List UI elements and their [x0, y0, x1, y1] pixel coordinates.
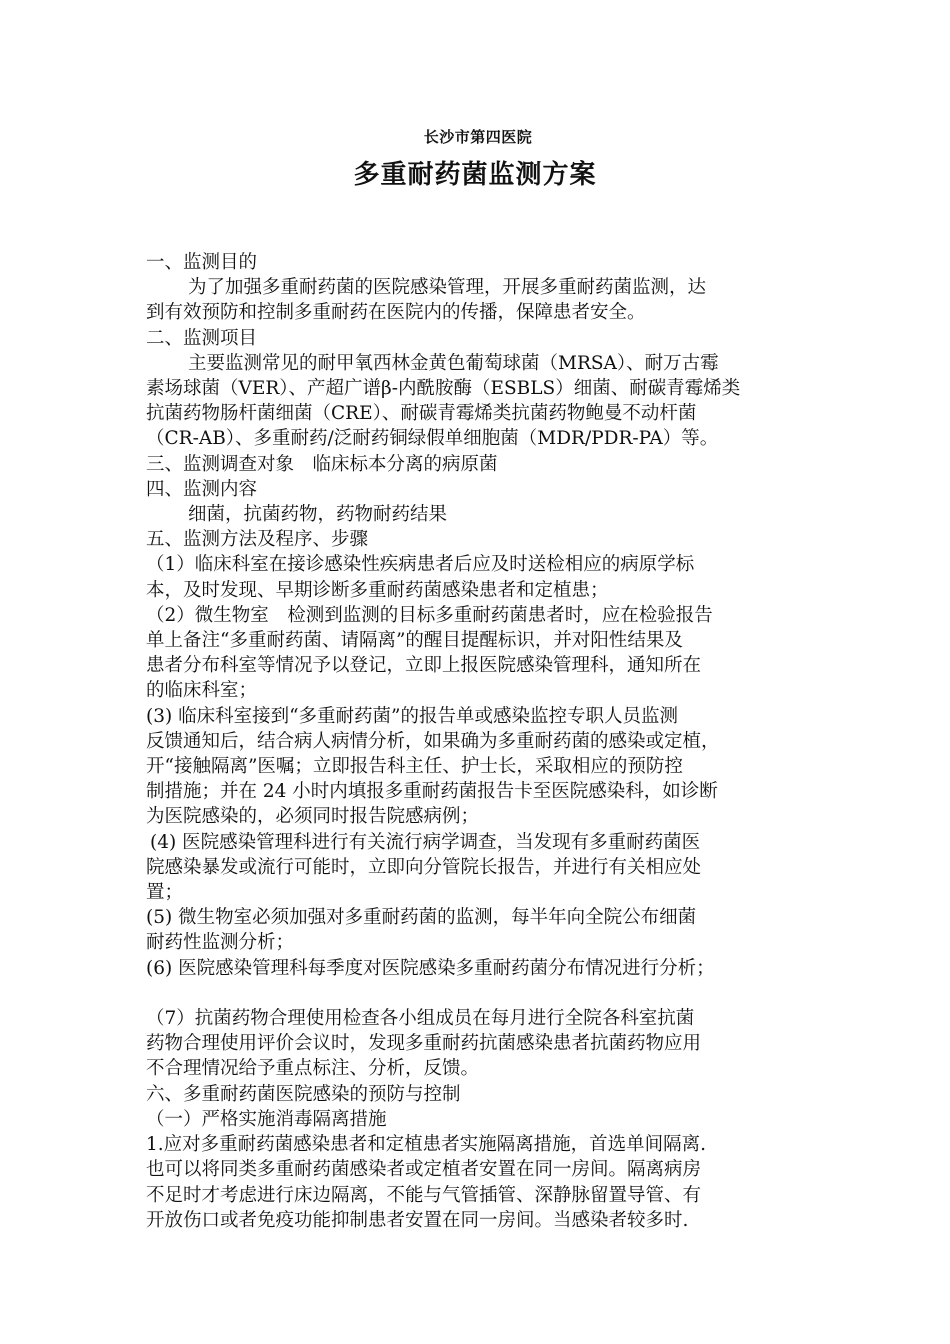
paragraph-line: （CR-AB）、多重耐药/泛耐药铜绿假单细胞菌（MDR/PDR-PA）等。: [146, 428, 719, 450]
paragraph-line: 开放伤口或者免疫功能抑制患者安置在同一房间。当感染者较多时.: [146, 1209, 689, 1231]
list-item-line: (6) 医院感染管理科每季度对医院感染多重耐药菌分布情况进行分析；: [146, 957, 715, 979]
list-item-line: 制措施；并在 24 小时内填报多重耐药菌报告卡至医院感染科，如诊断: [146, 781, 718, 803]
section-heading: 五、监测方法及程序、步骤: [146, 529, 369, 551]
blank-line: [146, 981, 814, 1006]
list-item-line: （2）微生物室 检测到监测的目标多重耐药菌患者时，应在检验报告: [146, 604, 713, 626]
paragraph-line: 1.应对多重耐药菌感染患者和定植患者实施隔离措施，首选单间隔离.: [146, 1134, 707, 1156]
list-item-line: 开“接触隔离”医嘱；立即报告科主任、护士长，采取相应的预防控: [146, 756, 683, 778]
list-item-line: 院感染暴发或流行可能时，立即向分管院长报告，并进行有关相应处: [146, 856, 702, 878]
section-heading: 四、监测内容: [146, 478, 258, 500]
list-item-line: 耐药性监测分析；: [146, 932, 295, 954]
paragraph-line: 也可以将同类多重耐药菌感染者或定植者安置在同一房间。隔离病房: [146, 1159, 702, 1181]
section-heading: 一、监测目的: [146, 252, 258, 273]
section-heading: 三、监测调查对象 临床标本分离的病原菌: [146, 453, 498, 475]
section-heading: 二、监测项目: [146, 327, 258, 349]
document-title: 多重耐药菌监测方案: [353, 160, 597, 190]
list-item-line: 置；: [146, 882, 184, 904]
list-item-line: （7）抗菌药物合理使用检查各小组成员在每月进行全院各科室抗菌: [146, 1008, 695, 1030]
paragraph-line: 抗菌药物肠杆菌细菌（CRE）、耐碳青霉烯类抗菌药物鲍曼不动杆菌: [146, 403, 697, 425]
list-item-line: 的临床科室；: [146, 680, 258, 702]
paragraph-line: 为了加强多重耐药菌的医院感染管理，开展多重耐药菌监测，达: [188, 277, 707, 299]
list-item-line: （1）临床科室在接诊感染性疾病患者后应及时送检相应的病原学标: [146, 554, 695, 576]
paragraph-line: 素场球菌（VER）、产超广谱β-内酰胺酶（ESBLS）细菌、耐碳青霉烯类: [146, 378, 741, 400]
paragraph-line: 主要监测常见的耐甲氧西林金黄色葡萄球菌（MRSA）、耐万古霉: [188, 352, 719, 374]
hospital-name: 长沙市第四医院: [423, 128, 533, 146]
paragraph-line: 细菌，抗菌药物，药物耐药结果: [188, 504, 448, 526]
paragraph-line: 到有效预防和控制多重耐药在医院内的传播，保障患者安全。: [146, 302, 646, 324]
subsection-heading: （一）严格实施消毒隔离措施: [146, 1108, 387, 1130]
list-item-line: (3) 临床科室接到“多重耐药菌”的报告单或感染监控专职人员监测: [146, 705, 679, 727]
list-item-line: 本，及时发现、早期诊断多重耐药菌感染患者和定植患；: [146, 579, 609, 601]
paragraph-line: 不足时才考虑进行床边隔离，不能与气管插管、深静脉留置导管、有: [146, 1184, 702, 1206]
section-heading: 六、多重耐药菌医院感染的预防与控制: [146, 1083, 461, 1105]
list-item-line: 单上备注“多重耐药菌、请隔离”的醒目提醒标识，并对阳性结果及: [146, 630, 683, 652]
list-item-line: 反馈通知后，结合病人病情分析，如果确为多重耐药菌的感染或定植，: [146, 730, 720, 752]
list-item-line: 不合理情况给予重点标注、分析，反馈。: [146, 1058, 480, 1080]
list-item-line: 为医院感染的，必须同时报告院感病例；: [146, 806, 480, 828]
list-item-line: (5) 微生物室必须加强对多重耐药菌的监测，每半年向全院公布细菌: [146, 907, 697, 929]
list-item-line: 药物合理使用评价会议时，发现多重耐药抗菌感染患者抗菌药物应用: [146, 1033, 702, 1055]
document-body: [146, 250, 814, 1233]
list-item-line: (4) 医院感染管理科进行有关流行病学调查，当发现有多重耐药菌医: [150, 831, 701, 853]
list-item-line: 患者分布科室等情况予以登记，立即上报医院感染管理科，通知所在: [146, 655, 702, 677]
